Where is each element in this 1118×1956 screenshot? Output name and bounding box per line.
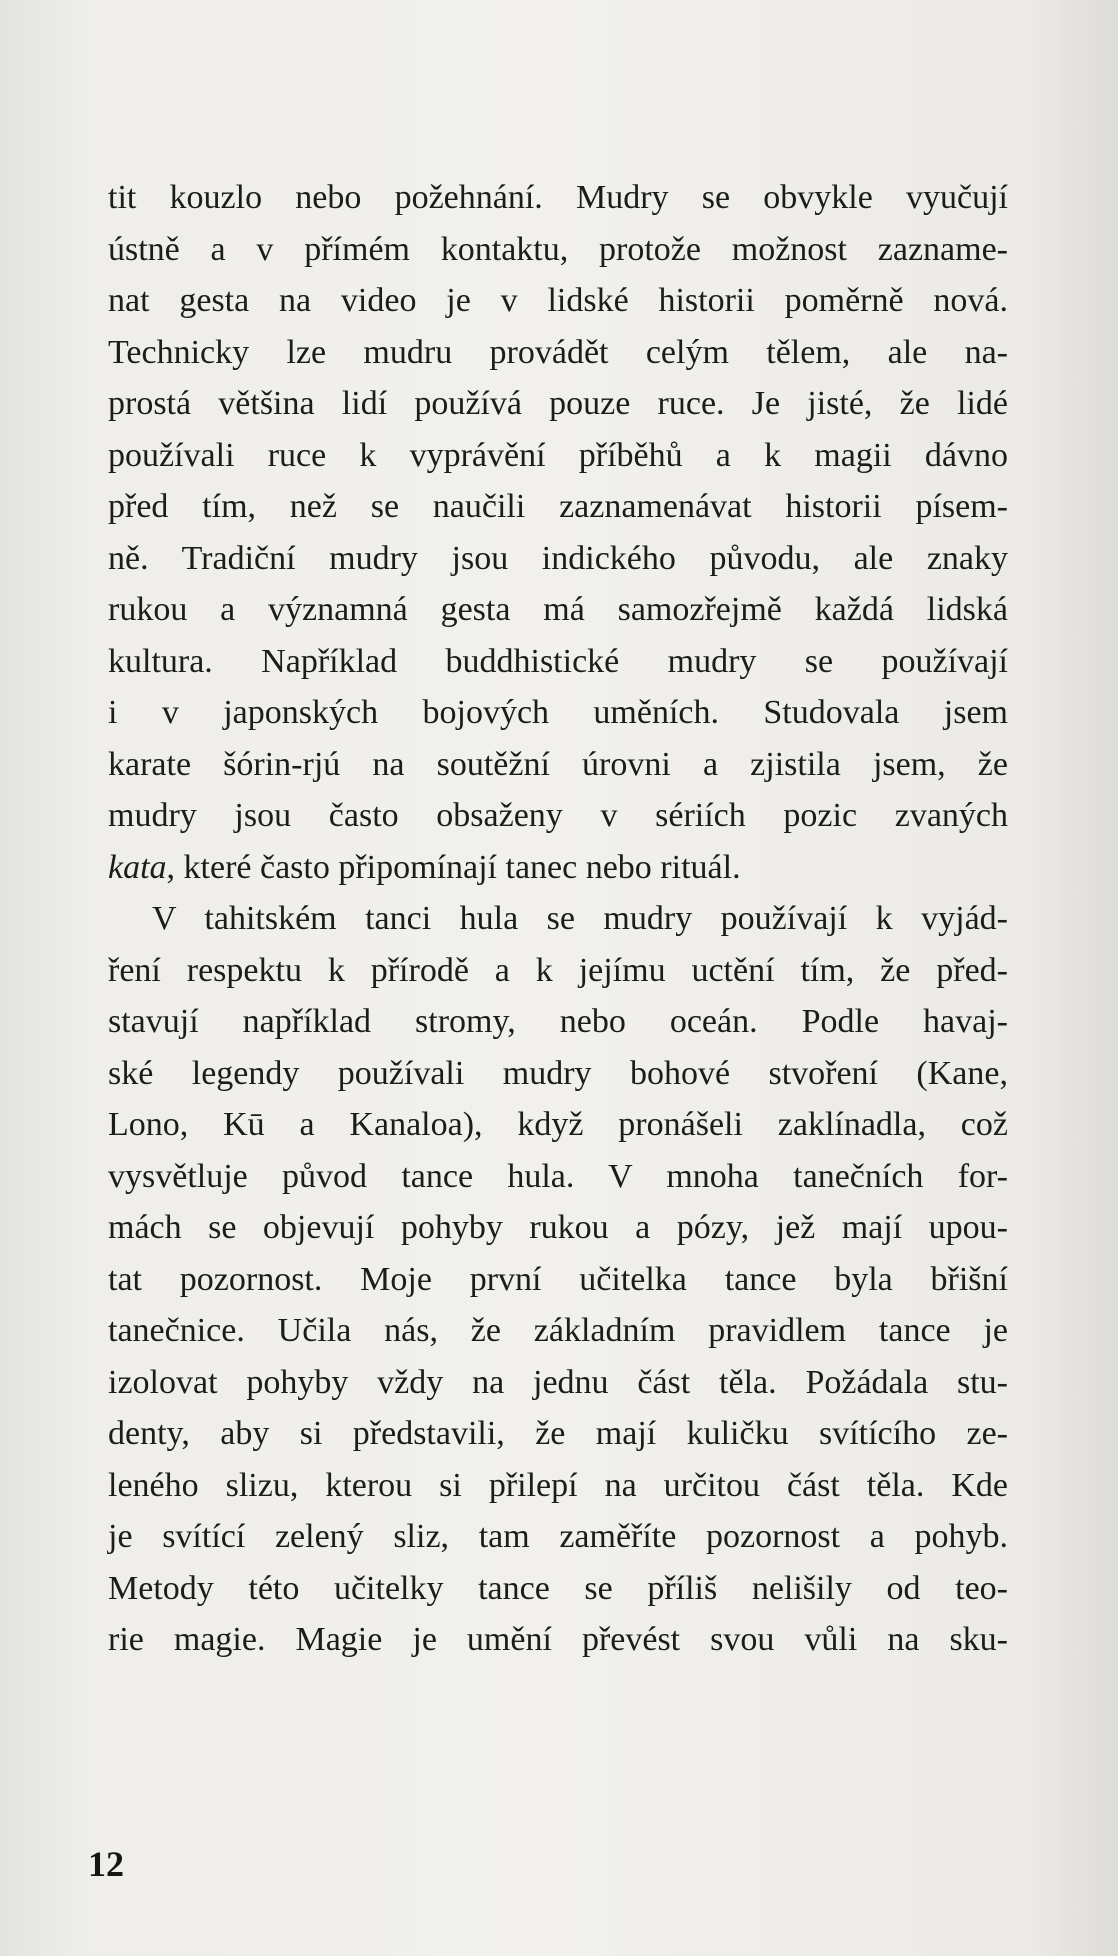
body-text xyxy=(108,172,1008,1666)
text-line-26: leného slizu, kterou si přilepí na určitou část těla. Kde xyxy=(108,1466,1008,1504)
text-line-14-rest: , které často připomínají tanec nebo rituál. xyxy=(166,848,741,886)
text-line-19: Lono, Kū a Kanaloa), když pronášeli zaklínadla, což xyxy=(108,1106,1008,1143)
text-line-2: ústně a v přímém kontaktu, protože možnost zazname- xyxy=(108,230,1008,268)
text-line-9: rukou a významná gesta má samozřejmě každá lidská xyxy=(108,591,1008,628)
text-line-17: stavují například stromy, nebo oceán. Podle havaj- xyxy=(108,1003,1008,1040)
text-line-23: tanečnice. Učila nás, že základním pravidlem tance je xyxy=(108,1312,1008,1349)
text-line-10: kultura. Například buddhistické mudry se používají xyxy=(108,642,1008,680)
text-line-20: vysvětluje původ tance hula. V mnoha tanečních for- xyxy=(108,1157,1008,1195)
text-line-12: karate šórin-rjú na soutěžní úrovni a zjistila jsem, že xyxy=(108,745,1008,783)
text-line-29: rie magie. Magie je umění převést svou vůli na sku- xyxy=(108,1621,1008,1658)
text-line-3: nat gesta na video je v lidské historii poměrně nová. xyxy=(108,282,1008,319)
text-line-24: izolovat pohyby vždy na jednu část těla. Požádala stu- xyxy=(108,1363,1008,1401)
text-line-22: tat pozornost. Moje první učitelka tance byla břišní xyxy=(108,1260,1008,1298)
text-line-18: ské legendy používali mudry bohové stvoření (Kane, xyxy=(108,1054,1008,1092)
text-line-15: V tahitském tanci hula se mudry používají k vyjád- xyxy=(152,900,1008,937)
text-line-8: ně. Tradiční mudry jsou indického původu, ale znaky xyxy=(108,539,1008,577)
text-line-21: mách se objevují pohyby rukou a pózy, jež mají upou- xyxy=(108,1209,1008,1246)
text-line-14 xyxy=(108,842,1008,894)
text-line-7: před tím, než se naučili zaznamenávat historii písem- xyxy=(108,488,1008,525)
text-line-28: Metody této učitelky tance se příliš nelišily od teo- xyxy=(108,1569,1008,1607)
italic-term-kata: kata xyxy=(108,848,167,886)
text-line-27: je svítící zelený sliz, tam zaměříte pozornost a pohyb. xyxy=(108,1518,1008,1555)
text-line-6: používali ruce k vyprávění příběhů a k magii dávno xyxy=(108,436,1008,474)
text-line-5: prostá většina lidí používá pouze ruce. Je jisté, že lidé xyxy=(108,385,1008,422)
page-number: 12 xyxy=(88,1844,124,1884)
text-line-11: i v japonských bojových uměních. Studovala jsem xyxy=(108,694,1008,731)
text-line-1: tit kouzlo nebo požehnání. Mudry se obvykle vyučují xyxy=(108,179,1008,216)
text-line-16: ření respektu k přírodě a k jejímu uctění tím, že před- xyxy=(108,951,1008,989)
text-line-4: Technicky lze mudru provádět celým tělem, ale na- xyxy=(108,333,1008,371)
text-line-13: mudry jsou často obsaženy v sériích pozic zvaných xyxy=(108,797,1008,834)
text-line-25: denty, aby si představili, že mají kuličku svítícího ze- xyxy=(108,1415,1008,1452)
